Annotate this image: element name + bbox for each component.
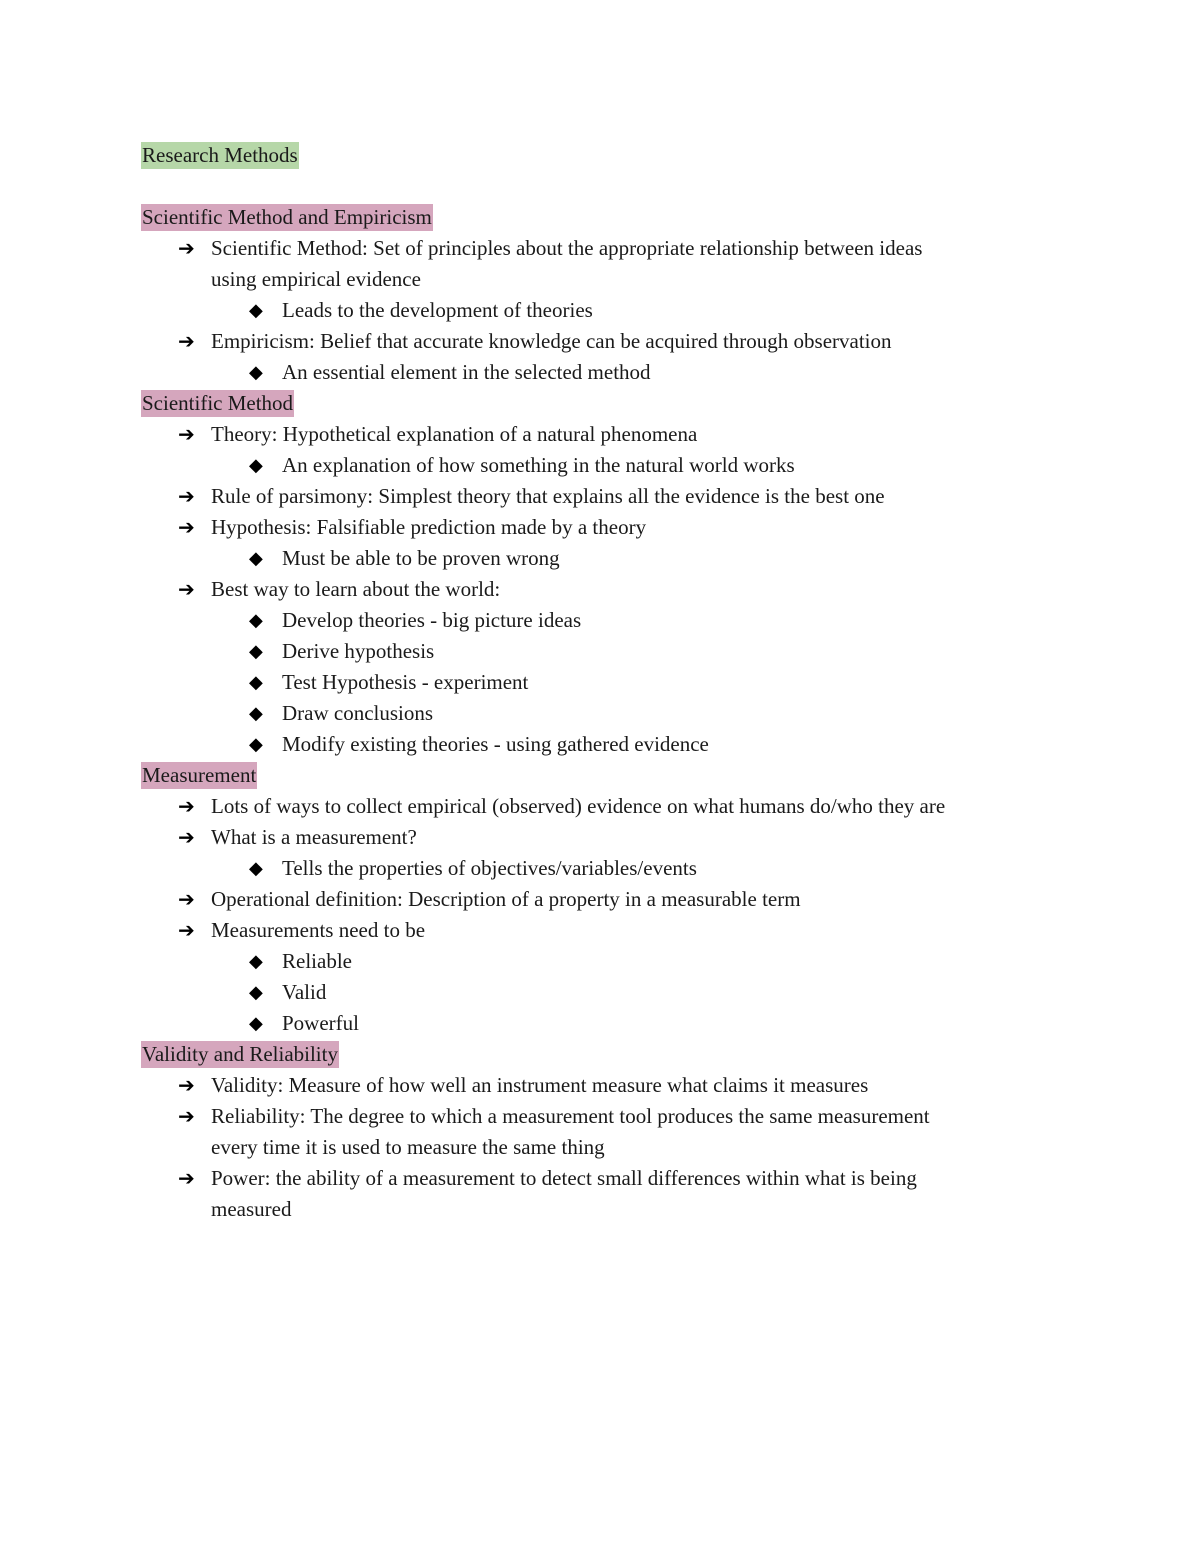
sub-bullet-item [141, 729, 1061, 760]
bullet-text: Power: the ability of a measurement to detect small differences within what is being [211, 1166, 917, 1190]
arrow-bullet-icon: ➔ [178, 794, 195, 818]
diamond-bullet-icon: ◆ [249, 362, 263, 383]
bullet-item [141, 791, 1061, 822]
bullet-text: An explanation of how something in the natural world works [282, 453, 795, 477]
bullet-item [141, 1101, 1061, 1132]
bullet-text: Draw conclusions [282, 701, 434, 725]
arrow-bullet-icon: ➔ [178, 236, 195, 260]
arrow-bullet-icon: ➔ [178, 484, 195, 508]
bullet-text: Derive hypothesis [282, 639, 435, 663]
bullet-text: Reliable [282, 949, 352, 973]
section-heading: Scientific Method [142, 391, 294, 415]
arrow-bullet-icon: ➔ [178, 1104, 195, 1128]
diamond-bullet-icon: ◆ [249, 300, 263, 321]
sub-bullet-item [141, 357, 1061, 388]
diamond-bullet-icon: ◆ [249, 858, 263, 879]
bullet-text: Theory: Hypothetical explanation of a natural phenomena [211, 422, 698, 446]
bullet-text: Validity: Measure of how well an instrument measure what claims it measures [211, 1073, 869, 1097]
bullet-text: An essential element in the selected method [282, 360, 651, 384]
bullet-text: Best way to learn about the world: [211, 577, 501, 601]
sub-bullet-item [141, 667, 1061, 698]
bullet-continuation [141, 1132, 1061, 1163]
bullet-continuation [141, 264, 1061, 295]
bullet-text: Develop theories - big picture ideas [282, 608, 582, 632]
section-heading: Validity and Reliability [142, 1042, 338, 1066]
bullet-text: Leads to the development of theories [282, 298, 593, 322]
sub-bullet-item [141, 853, 1061, 884]
diamond-bullet-icon: ◆ [249, 703, 263, 724]
diamond-bullet-icon: ◆ [249, 610, 263, 631]
bullet-continuation [141, 1194, 1061, 1225]
arrow-bullet-icon: ➔ [178, 577, 195, 601]
arrow-bullet-icon: ➔ [178, 887, 195, 911]
bullet-text: Scientific Method: Set of principles about the appropriate relationship between ideas [211, 236, 923, 260]
diamond-bullet-icon: ◆ [249, 455, 263, 476]
diamond-bullet-icon: ◆ [249, 672, 263, 693]
bullet-item [141, 884, 1061, 915]
notes-body [141, 202, 1061, 1225]
bullet-text: What is a measurement? [211, 825, 417, 849]
bullet-item [141, 481, 1061, 512]
diamond-bullet-icon: ◆ [249, 641, 263, 662]
diamond-bullet-icon: ◆ [249, 1013, 263, 1034]
sub-bullet-item [141, 605, 1061, 636]
bullet-item [141, 822, 1061, 853]
bullet-item [141, 1070, 1061, 1101]
bullet-text: Empiricism: Belief that accurate knowledge can be acquired through observation [211, 329, 892, 353]
sub-bullet-item [141, 543, 1061, 574]
sub-bullet-item [141, 295, 1061, 326]
bullet-text: Valid [282, 980, 327, 1004]
section-heading-line [141, 388, 1061, 419]
sub-bullet-item [141, 977, 1061, 1008]
bullet-text-continued: every time it is used to measure the same thing [211, 1135, 605, 1159]
title-line [141, 140, 1061, 171]
diamond-bullet-icon: ◆ [249, 951, 263, 972]
bullet-text: Powerful [282, 1011, 359, 1035]
spacer [141, 171, 1061, 202]
document-page [141, 140, 1061, 1225]
section-heading: Scientific Method and Empiricism [142, 205, 432, 229]
arrow-bullet-icon: ➔ [178, 422, 195, 446]
bullet-text: Hypothesis: Falsifiable prediction made by a theory [211, 515, 647, 539]
arrow-bullet-icon: ➔ [178, 515, 195, 539]
bullet-text: Measurements need to be [211, 918, 426, 942]
section-heading: Measurement [142, 763, 257, 787]
bullet-text: Test Hypothesis - experiment [282, 670, 529, 694]
arrow-bullet-icon: ➔ [178, 329, 195, 353]
diamond-bullet-icon: ◆ [249, 734, 263, 755]
bullet-item [141, 574, 1061, 605]
diamond-bullet-icon: ◆ [249, 548, 263, 569]
bullet-item [141, 326, 1061, 357]
bullet-text: Lots of ways to collect empirical (observed) evidence on what humans do/who they are [211, 794, 946, 818]
bullet-text: Operational definition: Description of a property in a measurable term [211, 887, 801, 911]
bullet-item [141, 1163, 1061, 1194]
section-heading-line [141, 760, 1061, 791]
bullet-text: Reliability: The degree to which a measurement tool produces the same measurement [211, 1104, 930, 1128]
sub-bullet-item [141, 636, 1061, 667]
bullet-item [141, 512, 1061, 543]
sub-bullet-item [141, 450, 1061, 481]
bullet-text: Modify existing theories - using gathered evidence [282, 732, 709, 756]
bullet-item [141, 233, 1061, 264]
bullet-text: Must be able to be proven wrong [282, 546, 560, 570]
arrow-bullet-icon: ➔ [178, 918, 195, 942]
bullet-text-continued: using empirical evidence [211, 267, 421, 291]
bullet-item [141, 419, 1061, 450]
sub-bullet-item [141, 1008, 1061, 1039]
bullet-text: Rule of parsimony: Simplest theory that explains all the evidence is the best one [211, 484, 885, 508]
section-heading-line [141, 1039, 1061, 1070]
arrow-bullet-icon: ➔ [178, 1073, 195, 1097]
section-heading-line [141, 202, 1061, 233]
bullet-text: Tells the properties of objectives/variables/events [282, 856, 697, 880]
sub-bullet-item [141, 698, 1061, 729]
arrow-bullet-icon: ➔ [178, 825, 195, 849]
arrow-bullet-icon: ➔ [178, 1166, 195, 1190]
document-title: Research Methods [142, 143, 298, 167]
bullet-text-continued: measured [211, 1197, 292, 1221]
sub-bullet-item [141, 946, 1061, 977]
diamond-bullet-icon: ◆ [249, 982, 263, 1003]
bullet-item [141, 915, 1061, 946]
